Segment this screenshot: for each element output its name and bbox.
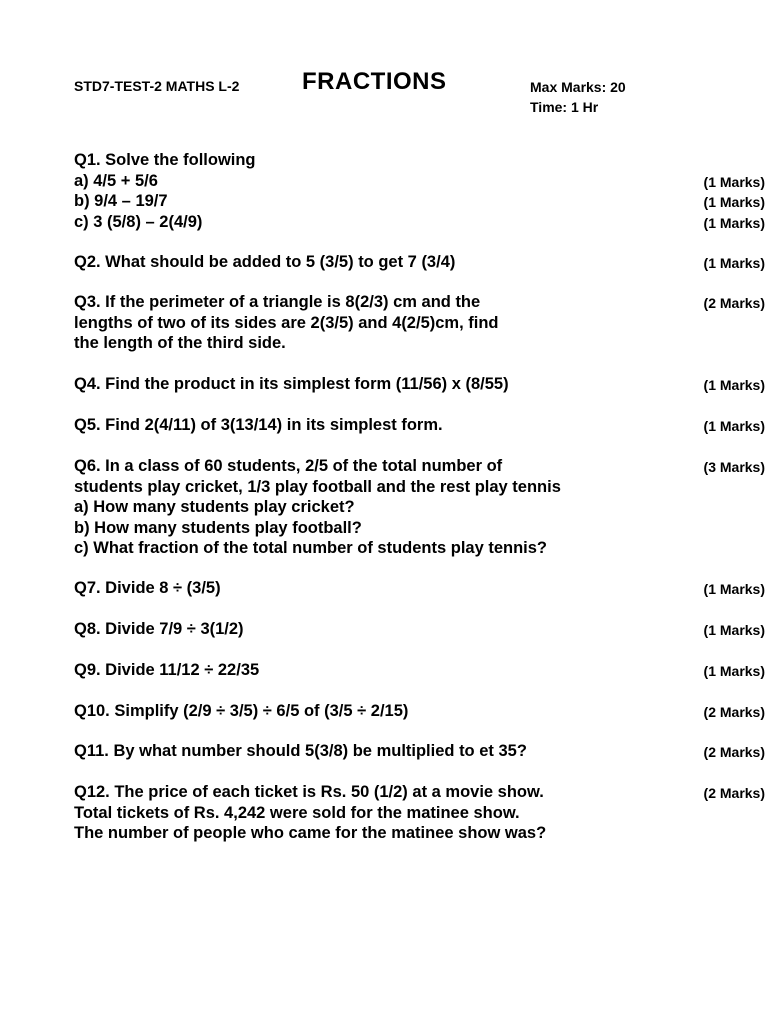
question-line — [74, 823, 694, 844]
question-text: lengths of two of its sides are 2(3/5) and 4(2/5)cm, find — [74, 313, 499, 332]
question-line — [74, 578, 765, 599]
marks-label: (3 Marks) — [703, 459, 765, 475]
question-text: The number of people who came for the matinee show was? — [74, 824, 547, 842]
marks-label: (2 Marks) — [703, 785, 765, 801]
question-line — [74, 538, 694, 559]
question-line — [74, 803, 694, 824]
question-line — [74, 252, 765, 273]
question-text: Q6. In a class of 60 students, 2/5 of the total number of — [74, 457, 503, 475]
question-text: Q7. Divide 8 ÷ (3/5) — [74, 579, 221, 597]
question-text: b) 9/4 – 19/7 — [74, 192, 168, 210]
question-line — [74, 415, 765, 436]
question-text: Q8. Divide 7/9 ÷ 3(1/2) — [74, 620, 244, 638]
max-marks-label: Max Marks: 20 — [530, 79, 626, 95]
question-12 — [74, 782, 765, 844]
marks-label: (1 Marks) — [703, 255, 765, 271]
question-text: Q1. Solve the following — [74, 151, 256, 169]
question-line — [74, 497, 694, 518]
question-text: c) What fraction of the total number of students play tennis? — [74, 539, 548, 557]
question-1 — [74, 150, 765, 232]
question-text: a) 4/5 + 5/6 — [74, 171, 158, 190]
marks-label: (2 Marks) — [703, 744, 765, 760]
question-4 — [74, 374, 765, 395]
question-text: Q2. What should be added to 5 (3/5) to get 7 (3/4) — [74, 253, 456, 271]
question-line — [74, 313, 694, 334]
question-text: Q9. Divide 11/12 ÷ 22/35 — [74, 661, 260, 679]
question-line — [74, 191, 765, 212]
question-text: Q3. If the perimeter of a triangle is 8(2/3) cm and the — [74, 293, 481, 311]
question-line — [74, 782, 765, 803]
question-2 — [74, 252, 765, 273]
marks-label: (2 Marks) — [703, 295, 765, 311]
marks-label: (1 Marks) — [703, 663, 765, 679]
question-text: Q11. By what number should 5(3/8) be multiplied to et 35? — [74, 742, 527, 760]
question-6 — [74, 456, 765, 559]
question-text: a) How many students play cricket? — [74, 498, 355, 516]
question-line — [74, 660, 765, 681]
header-class-label: STD7-TEST-2 MATHS L-2 — [74, 78, 240, 94]
marks-label: (1 Marks) — [703, 214, 765, 231]
question-text: Q4. Find the product in its simplest form (11/56) x (8/55) — [74, 375, 509, 393]
question-5 — [74, 415, 765, 436]
question-9 — [74, 660, 765, 681]
question-line — [74, 518, 694, 539]
header-meta — [530, 77, 626, 117]
time-label: Time: 1 Hr — [530, 99, 599, 115]
question-line — [74, 171, 765, 192]
question-10 — [74, 701, 765, 722]
question-text: Q10. Simplify (2/9 ÷ 3/5) ÷ 6/5 of (3/5 ÷ 2/15) — [74, 702, 409, 720]
question-3 — [74, 292, 765, 354]
question-line — [74, 741, 765, 762]
question-line — [74, 292, 765, 313]
marks-label: (1 Marks) — [703, 622, 765, 638]
question-line — [74, 374, 765, 395]
marks-label: (1 Marks) — [703, 418, 765, 434]
question-line — [74, 701, 765, 722]
question-line — [74, 150, 694, 171]
question-text: students play cricket, 1/3 play football and the rest play tennis — [74, 477, 561, 496]
marks-label: (1 Marks) — [703, 581, 765, 597]
marks-label: (1 Marks) — [703, 194, 765, 210]
question-text: Q5. Find 2(4/11) of 3(13/14) in its simplest form. — [74, 416, 443, 434]
marks-label: (2 Marks) — [703, 704, 765, 720]
question-text: Total tickets of Rs. 4,242 were sold for the matinee show. — [74, 803, 520, 822]
question-11 — [74, 741, 765, 762]
question-text: c) 3 (5/8) – 2(4/9) — [74, 212, 203, 231]
question-text: the length of the third side. — [74, 334, 286, 352]
question-text: Q12. The price of each ticket is Rs. 50 (1/2) at a movie show. — [74, 783, 544, 801]
question-line — [74, 477, 694, 498]
marks-label: (1 Marks) — [703, 377, 765, 393]
question-line — [74, 333, 694, 354]
question-line — [74, 456, 765, 477]
question-line — [74, 212, 765, 233]
page-title: FRACTIONS — [302, 68, 447, 95]
question-text: b) How many students play football? — [74, 518, 362, 537]
question-line — [74, 619, 765, 640]
question-7 — [74, 578, 765, 599]
question-8 — [74, 619, 765, 640]
marks-label: (1 Marks) — [703, 173, 765, 190]
